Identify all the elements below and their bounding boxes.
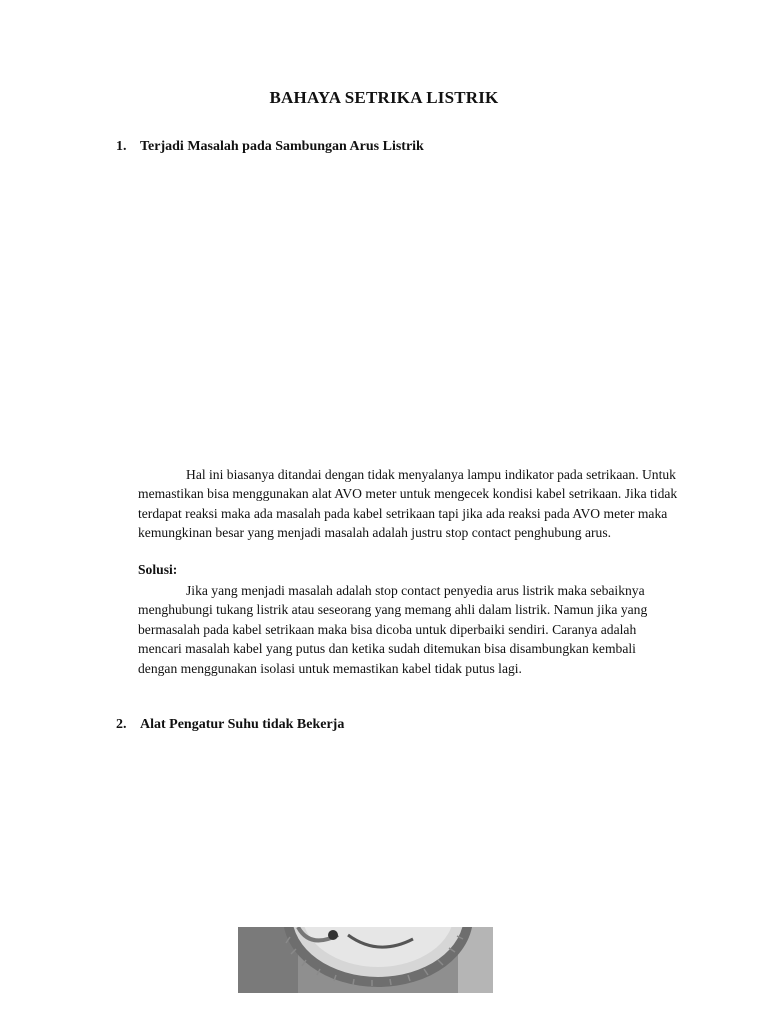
document-title: BAHAYA SETRIKA LISTRIK xyxy=(269,88,499,107)
thermostat-dial-illustration xyxy=(238,927,493,993)
section-1-number: 1. xyxy=(116,139,127,154)
solution-paragraph-text: Jika yang menjadi masalah adalah stop contact penyedia arus listrik maka sebaiknya menghubungi tukang listrik atau seseorang yang memang ahli dalam listrik. Namun jika yang bermasalah pada kabel setrikaan maka bisa dicoba untuk diperbaiki sendiri. Caranya adalah mencari masalah kabel yang putus dan ketika sudah ditemukan bisa disambungkan kembali dengan menggunakan isolasi untuk memastikan kabel tidak putus lagi. xyxy=(138,583,648,676)
section-1-paragraph-text: Hal ini biasanya ditandai dengan tidak menyalanya lampu indikator pada setrikaan. Untuk memastikan bisa menggunakan alat AVO meter untuk mengecek kondisi kabel setrikaan. Jika tidak terdapat reaksi maka ada masalah pada kabel setrikaan tapi jika ada reaksi pada AVO meter maka kemungkinan besar yang menjadi masalah adalah justru stop contact penghubung arus. xyxy=(138,467,678,541)
section-1-heading xyxy=(116,139,424,155)
iron-thermostat-photo xyxy=(238,927,493,993)
section-2-number: 2. xyxy=(116,717,127,732)
section-2-heading xyxy=(116,717,344,733)
solution-label: Solusi: xyxy=(138,562,178,577)
solution-paragraph xyxy=(138,581,678,678)
section-1-title: Terjadi Masalah pada Sambungan Arus Listrik xyxy=(140,139,424,154)
section-1-paragraph xyxy=(138,465,678,543)
section-2-title: Alat Pengatur Suhu tidak Bekerja xyxy=(140,717,345,732)
